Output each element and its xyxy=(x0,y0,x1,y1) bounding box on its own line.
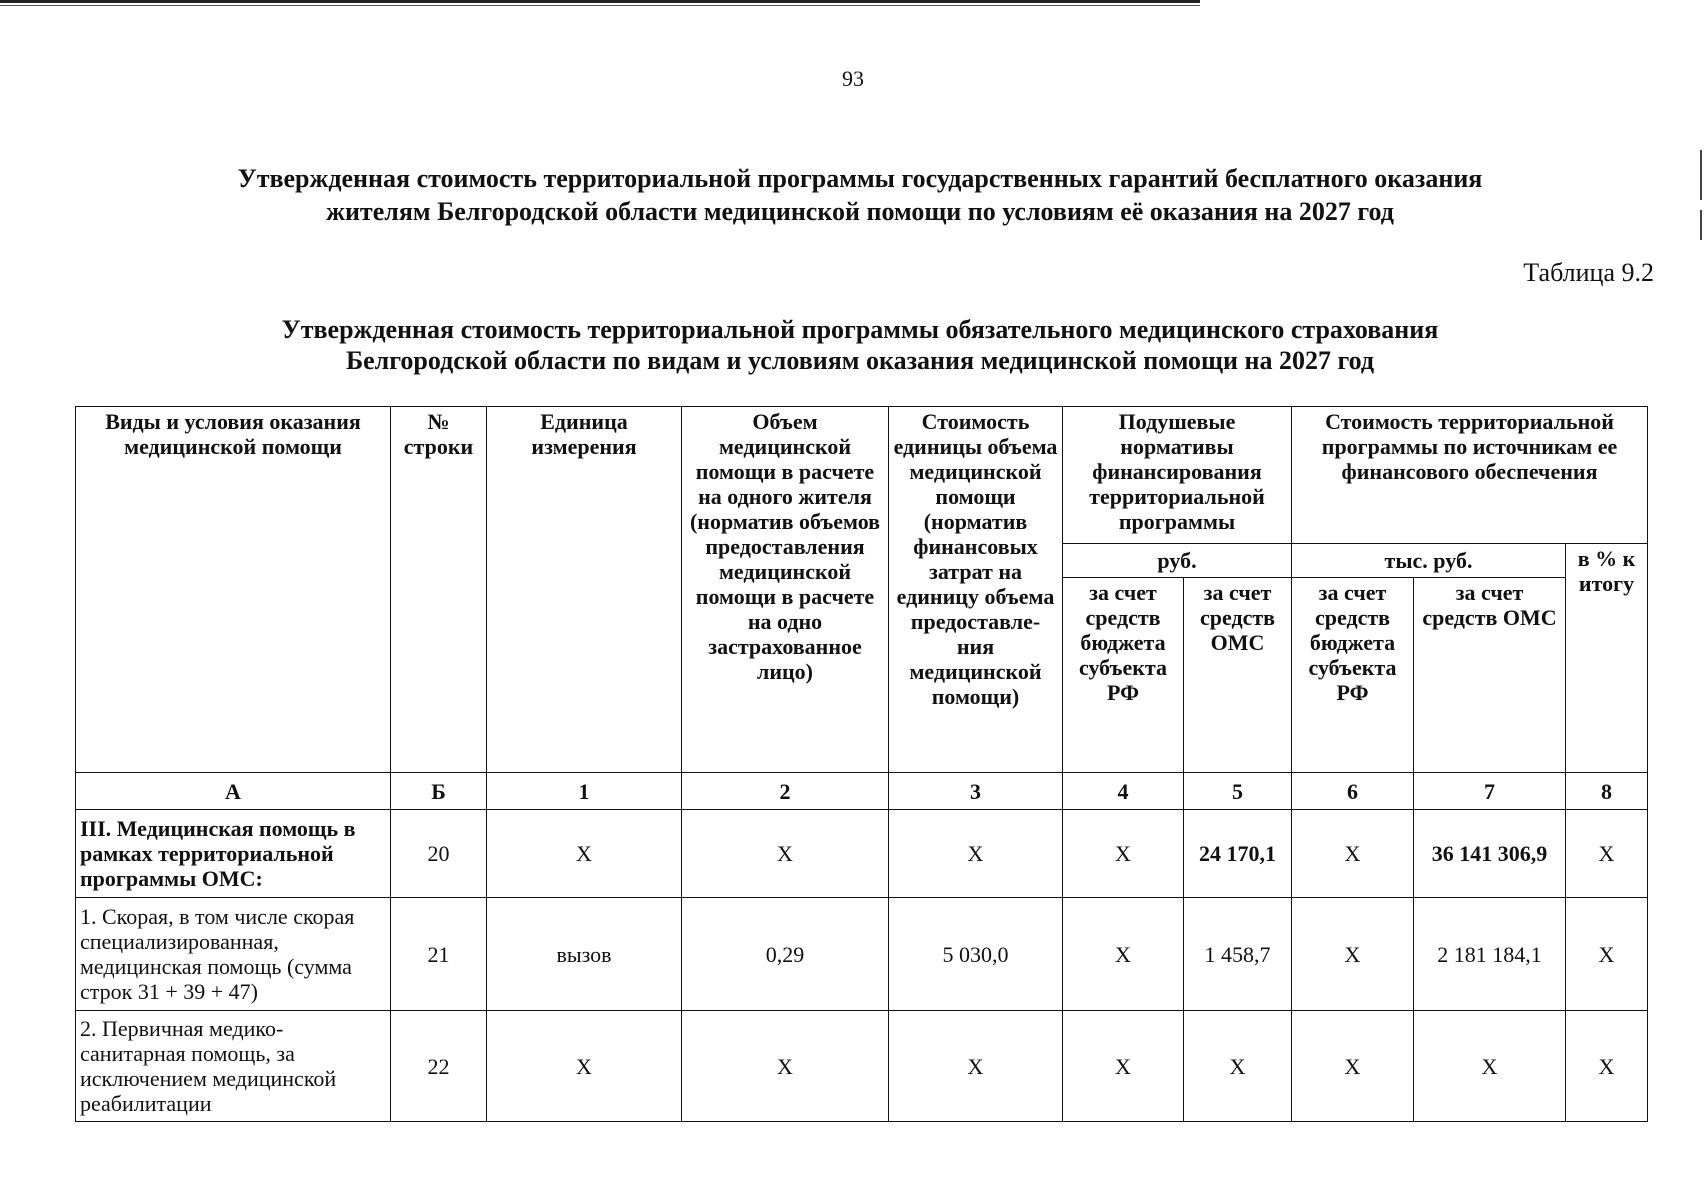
margin-mark xyxy=(1700,210,1702,240)
header-unit: Единица измерения xyxy=(487,407,682,773)
row-unit-cost: X xyxy=(889,1011,1063,1122)
column-number: 6 xyxy=(1292,773,1414,810)
main-title-line: Утвержденная стоимость территориальной программы государственных гарантий бесплатного оказания xyxy=(237,164,1483,193)
row-line-number: 20 xyxy=(391,810,487,898)
row-pc-budget: X xyxy=(1063,898,1184,1011)
row-percent: X xyxy=(1566,810,1648,898)
row-pc-oms: X xyxy=(1184,1011,1292,1122)
table-row xyxy=(76,810,1648,898)
sub-title xyxy=(60,314,1660,376)
margin-mark xyxy=(1700,150,1702,200)
header-per-capita: Подушевые нормативы финансирования территориальной программы xyxy=(1063,407,1292,544)
table-label: Таблица 9.2 xyxy=(1523,258,1654,287)
row-cost-budget: X xyxy=(1292,898,1414,1011)
header-line-number: № строки xyxy=(391,407,487,773)
header-unit-cost: Стоимость единицы объема медицинской помощи (норматив финансовых затрат на единицу объема предоставле-ния медицинской помощи) xyxy=(889,407,1063,773)
row-pc-budget: X xyxy=(1063,1011,1184,1122)
page-number: 93 xyxy=(842,66,864,91)
row-unit: X xyxy=(487,1011,682,1122)
row-label: III. Медицинская помощь в рамках территориальной программы ОМС: xyxy=(76,810,391,898)
row-percent: X xyxy=(1566,1011,1648,1122)
table-row xyxy=(76,1011,1648,1122)
cost-table xyxy=(75,406,1648,1122)
top-border-line xyxy=(0,0,1200,3)
row-label: 2. Первичная медико-санитарная помощь, за исключением медицинской реабилитации xyxy=(76,1011,391,1122)
column-number: 3 xyxy=(889,773,1063,810)
row-cost-budget: X xyxy=(1292,1011,1414,1122)
row-cost-oms: 2 181 184,1 xyxy=(1414,898,1566,1011)
row-unit-cost: 5 030,0 xyxy=(889,898,1063,1011)
row-cost-oms: 36 141 306,9 xyxy=(1414,810,1566,898)
table-body xyxy=(76,773,1648,1122)
table-row xyxy=(76,898,1648,1011)
row-unit: вызов xyxy=(487,898,682,1011)
row-line-number: 22 xyxy=(391,1011,487,1122)
row-volume: 0,29 xyxy=(682,898,889,1011)
header-cost-budget: за счет средств бюджета субъекта РФ xyxy=(1292,578,1414,773)
column-number-row xyxy=(76,773,1648,810)
sub-title-line: Белгородской области по видам и условиям оказания медицинской помощи на 2027 год xyxy=(345,346,1375,375)
header-thous-rub: тыс. руб. xyxy=(1292,544,1566,578)
top-border-line-thin xyxy=(0,5,1200,6)
column-number: А xyxy=(76,773,391,810)
column-number: Б xyxy=(391,773,487,810)
row-pc-oms: 1 458,7 xyxy=(1184,898,1292,1011)
row-unit: X xyxy=(487,810,682,898)
header-cost-oms: за счет средств ОМС xyxy=(1414,578,1566,773)
row-unit-cost: X xyxy=(889,810,1063,898)
column-number: 5 xyxy=(1184,773,1292,810)
column-number: 4 xyxy=(1063,773,1184,810)
row-pc-budget: X xyxy=(1063,810,1184,898)
row-cost-budget: X xyxy=(1292,810,1414,898)
row-cost-oms: X xyxy=(1414,1011,1566,1122)
header-rub: руб. xyxy=(1063,544,1292,578)
main-title-line: жителям Белгородской области медицинской помощи по условиям её оказания на 2027 год xyxy=(326,197,1394,226)
row-percent: X xyxy=(1566,898,1648,1011)
column-number: 2 xyxy=(682,773,889,810)
main-title xyxy=(60,162,1660,228)
column-number: 1 xyxy=(487,773,682,810)
header-pc-budget: за счет средств бюджета субъекта РФ xyxy=(1063,578,1184,773)
header-cost-group: Стоимость территориальной программы по источникам ее финансового обеспечения xyxy=(1292,407,1648,544)
row-label: 1. Скорая, в том числе скорая специализированная, медицинская помощь (сумма строк 31 + 39 + 47) xyxy=(76,898,391,1011)
row-volume: X xyxy=(682,810,889,898)
row-line-number: 21 xyxy=(391,898,487,1011)
header-pc-oms: за счет средств ОМС xyxy=(1184,578,1292,773)
header-types: Виды и условия оказания медицинской помощи xyxy=(76,407,391,773)
row-pc-oms: 24 170,1 xyxy=(1184,810,1292,898)
row-volume: X xyxy=(682,1011,889,1122)
header-percent: в % к итогу xyxy=(1566,544,1648,773)
column-number: 7 xyxy=(1414,773,1566,810)
header-volume: Объем медицинской помощи в расчете на одного жителя (норматив объемов предоставления медицинской помощи в расчете на одно застрахованное лицо) xyxy=(682,407,889,773)
column-number: 8 xyxy=(1566,773,1648,810)
sub-title-line: Утвержденная стоимость территориальной программы обязательного медицинского страхования xyxy=(281,315,1439,344)
table-header xyxy=(76,407,1648,773)
